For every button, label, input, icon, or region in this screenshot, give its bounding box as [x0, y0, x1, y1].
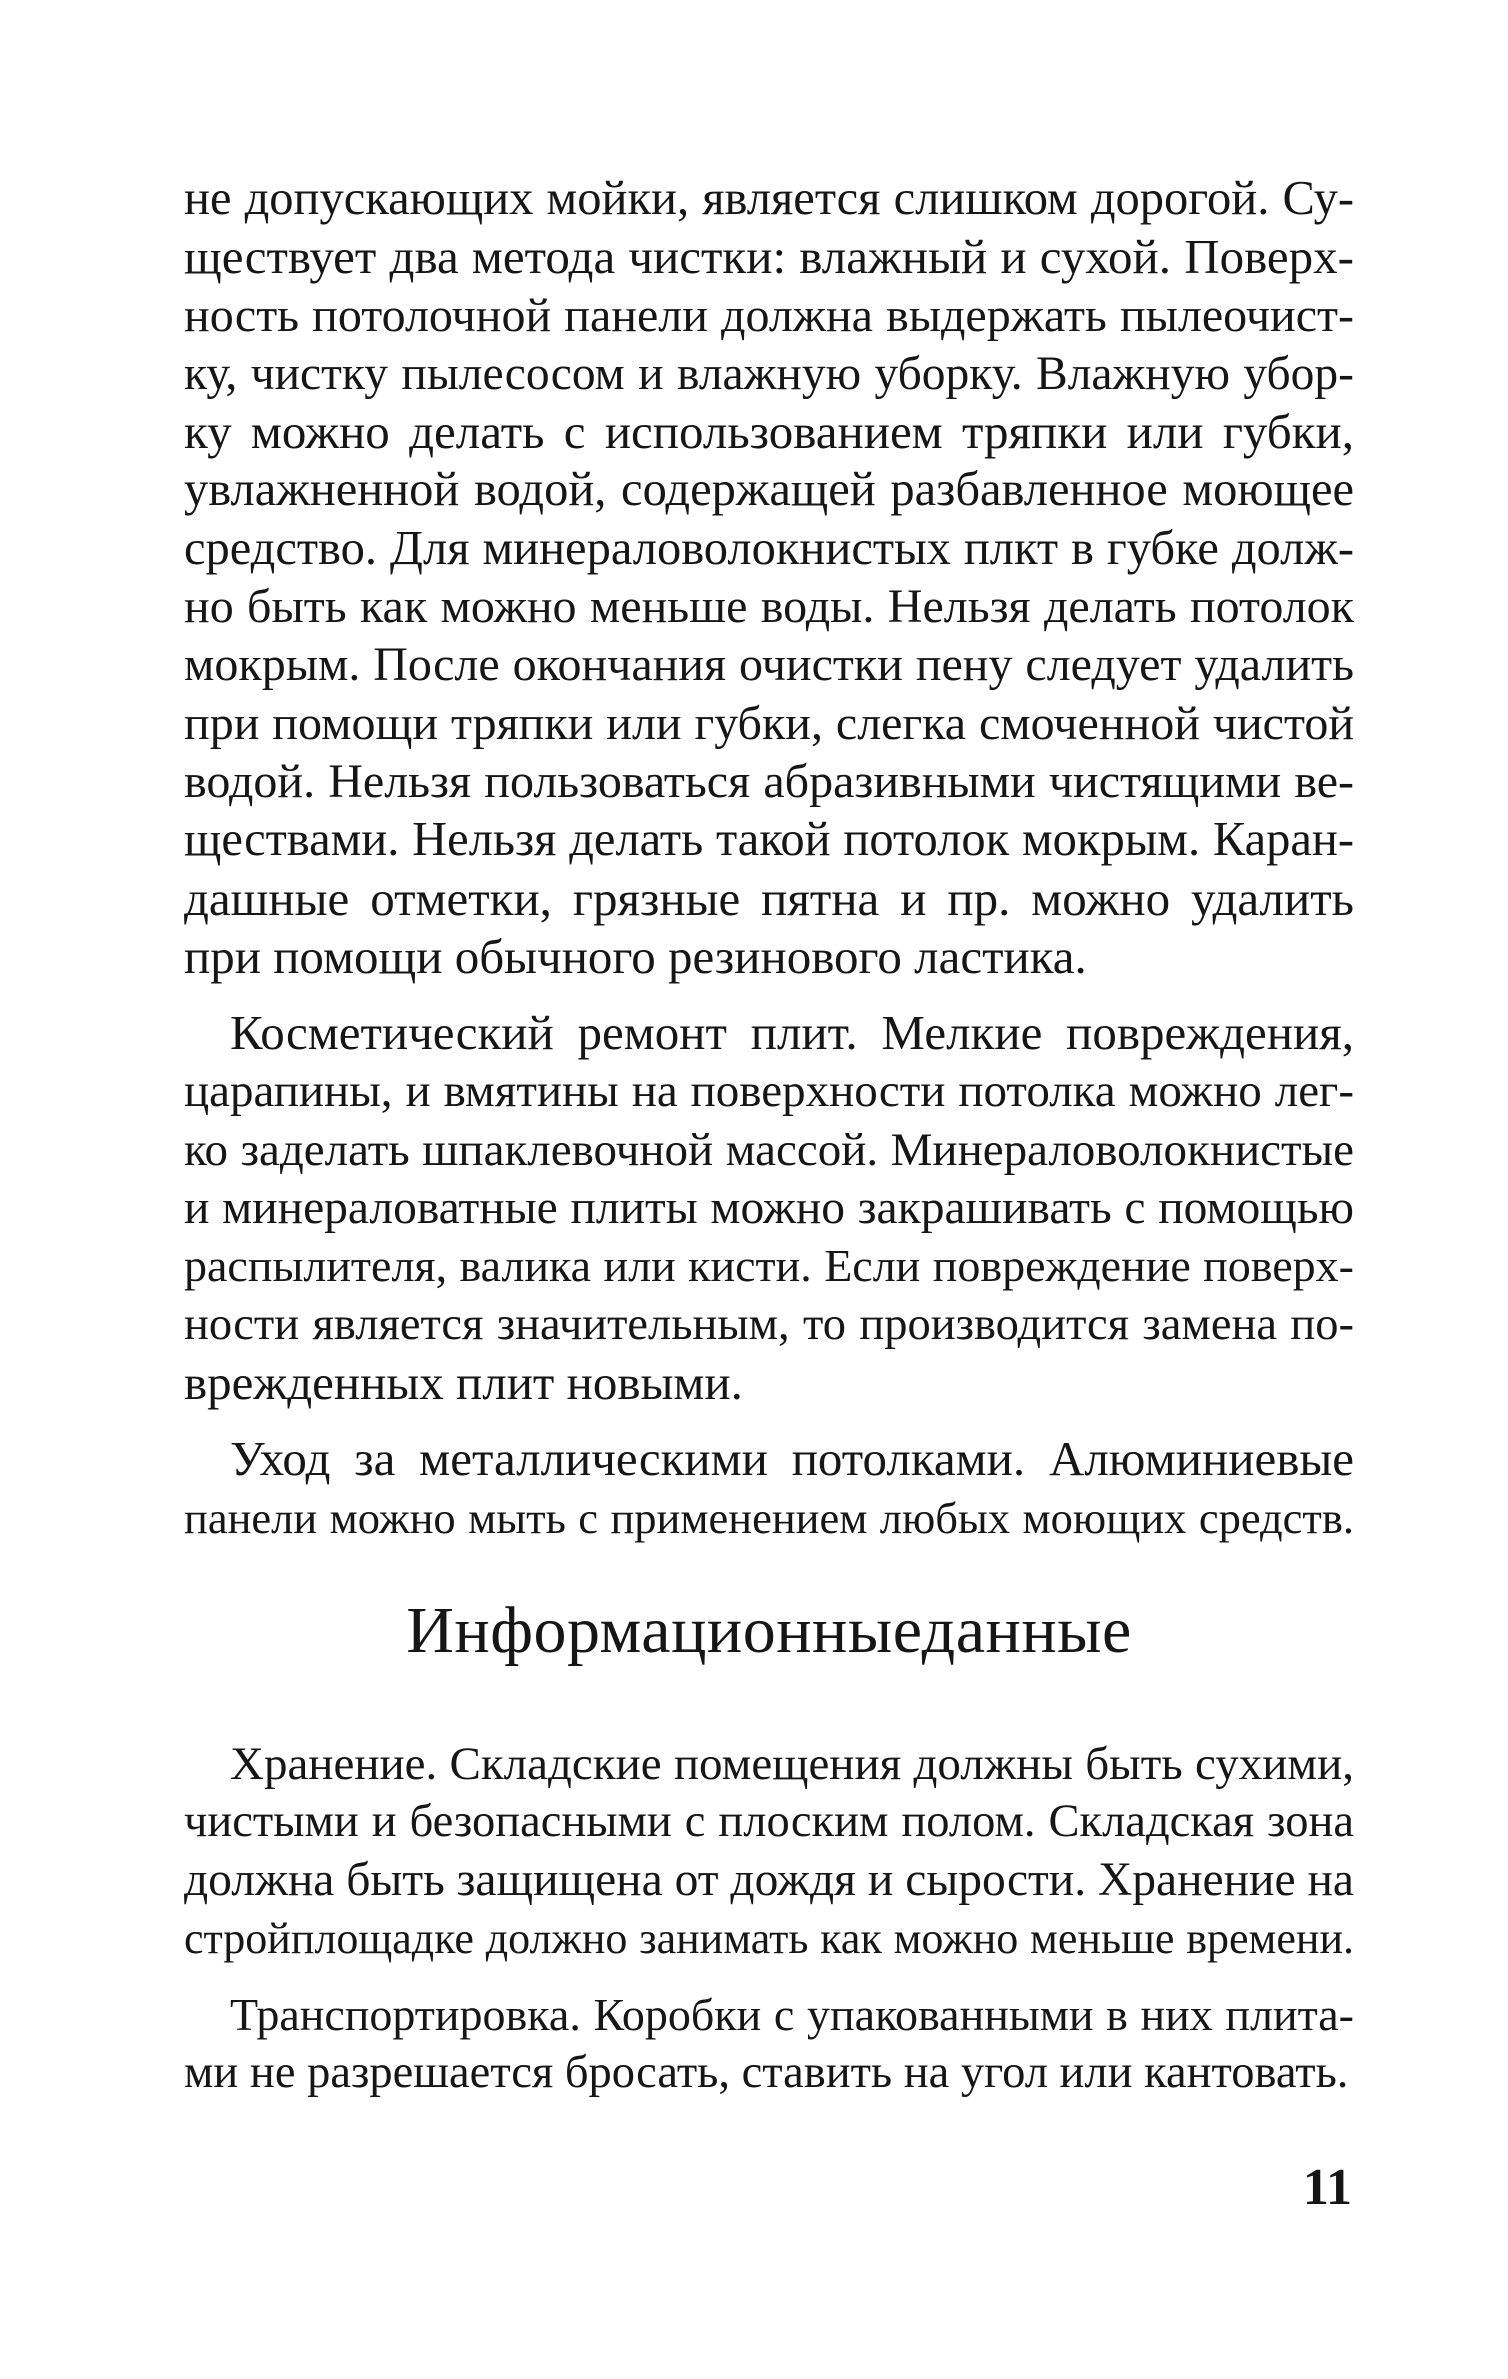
text-line: чистыми и безопасными с плоским полом. Складская зона	[184, 1796, 1354, 1848]
page-number: 11	[1302, 2159, 1352, 2216]
page-body	[184, 170, 1354, 2121]
text-line: царапины, и вмятины на поверхности потолка можно лег-	[184, 1065, 1354, 1118]
section-heading: Информационныеданные	[406, 1593, 1132, 1667]
text-line: средство. Для минераловолокнистых плкт в губке долж-	[184, 521, 1354, 575]
paragraph-metal-ceilings	[184, 1430, 1354, 1547]
text-line: распылителя, валика или кисти. Если повреждение поверх-	[184, 1240, 1354, 1292]
text-line: Уход за металлическими потолками. Алюминиевые	[230, 1431, 1354, 1487]
text-line: ку, чистку пылесосом и влажную уборку. Влажную убор-	[184, 347, 1354, 400]
text-line: ществует два метода чистки: влажный и сухой. Поверх-	[184, 229, 1354, 285]
paragraph-cleaning	[184, 170, 1354, 986]
text-line: дашные отметки, грязные пятна и пр. можно удалить	[184, 870, 1354, 926]
paragraph-cosmetic-repair	[184, 1004, 1354, 1412]
text-line: ко заделать шпаклевочной массой. Минераловолокнистые	[184, 1123, 1354, 1176]
paragraph-transport	[184, 1986, 1354, 2103]
text-line: должна быть защищена от дождя и сырости. Хранение на	[184, 1854, 1354, 1907]
text-line: Транспортировка. Коробки с упакованными в них плита-	[230, 1989, 1354, 2041]
text-line: при помощи тряпки или губки, слегка смоченной чистой	[184, 696, 1354, 750]
text-line: ности является значительным, то производится замена по-	[184, 1298, 1354, 1350]
text-line: панели можно мыть с применением любых моющих средств.	[184, 1492, 1354, 1543]
text-line: стройплощадке должно занимать как можно меньше времени.	[184, 1913, 1354, 1963]
text-line: ку можно делать с использованием тряпки или губки,	[184, 404, 1354, 460]
text-line: но быть как можно меньше воды. Нельзя делать потолок	[184, 580, 1354, 634]
text-line: при помощи обычного резинового ластика.	[184, 928, 1087, 984]
text-line: не допускающих мойки, является слишком дорогой. Су-	[184, 172, 1354, 225]
text-line: Хранение. Складские помещения должны быть сухими,	[230, 1737, 1354, 1790]
text-line: Косметический ремонт плит. Мелкие повреждения,	[230, 1005, 1354, 1061]
text-line: увлажненной водой, содержащей разбавленное моющее	[184, 463, 1354, 517]
text-line: мокрым. После окончания очистки пену следует удалить	[184, 638, 1354, 692]
text-line: водой. Нельзя пользоваться абразивными чистящими ве-	[184, 754, 1354, 808]
paragraph-storage	[184, 1735, 1354, 1968]
text-line: ществами. Нельзя делать такой потолок мокрым. Каран-	[184, 813, 1354, 867]
text-line: врежденных плит новыми.	[184, 1354, 743, 1410]
text-line: и минераловатные плиты можно закрашивать с помощью	[184, 1182, 1354, 1235]
text-line: ность потолочной панели должна выдержать пылеочист-	[184, 288, 1354, 342]
text-line: ми не разрешается бросать, ставить на угол или кантовать.	[184, 2047, 1349, 2099]
